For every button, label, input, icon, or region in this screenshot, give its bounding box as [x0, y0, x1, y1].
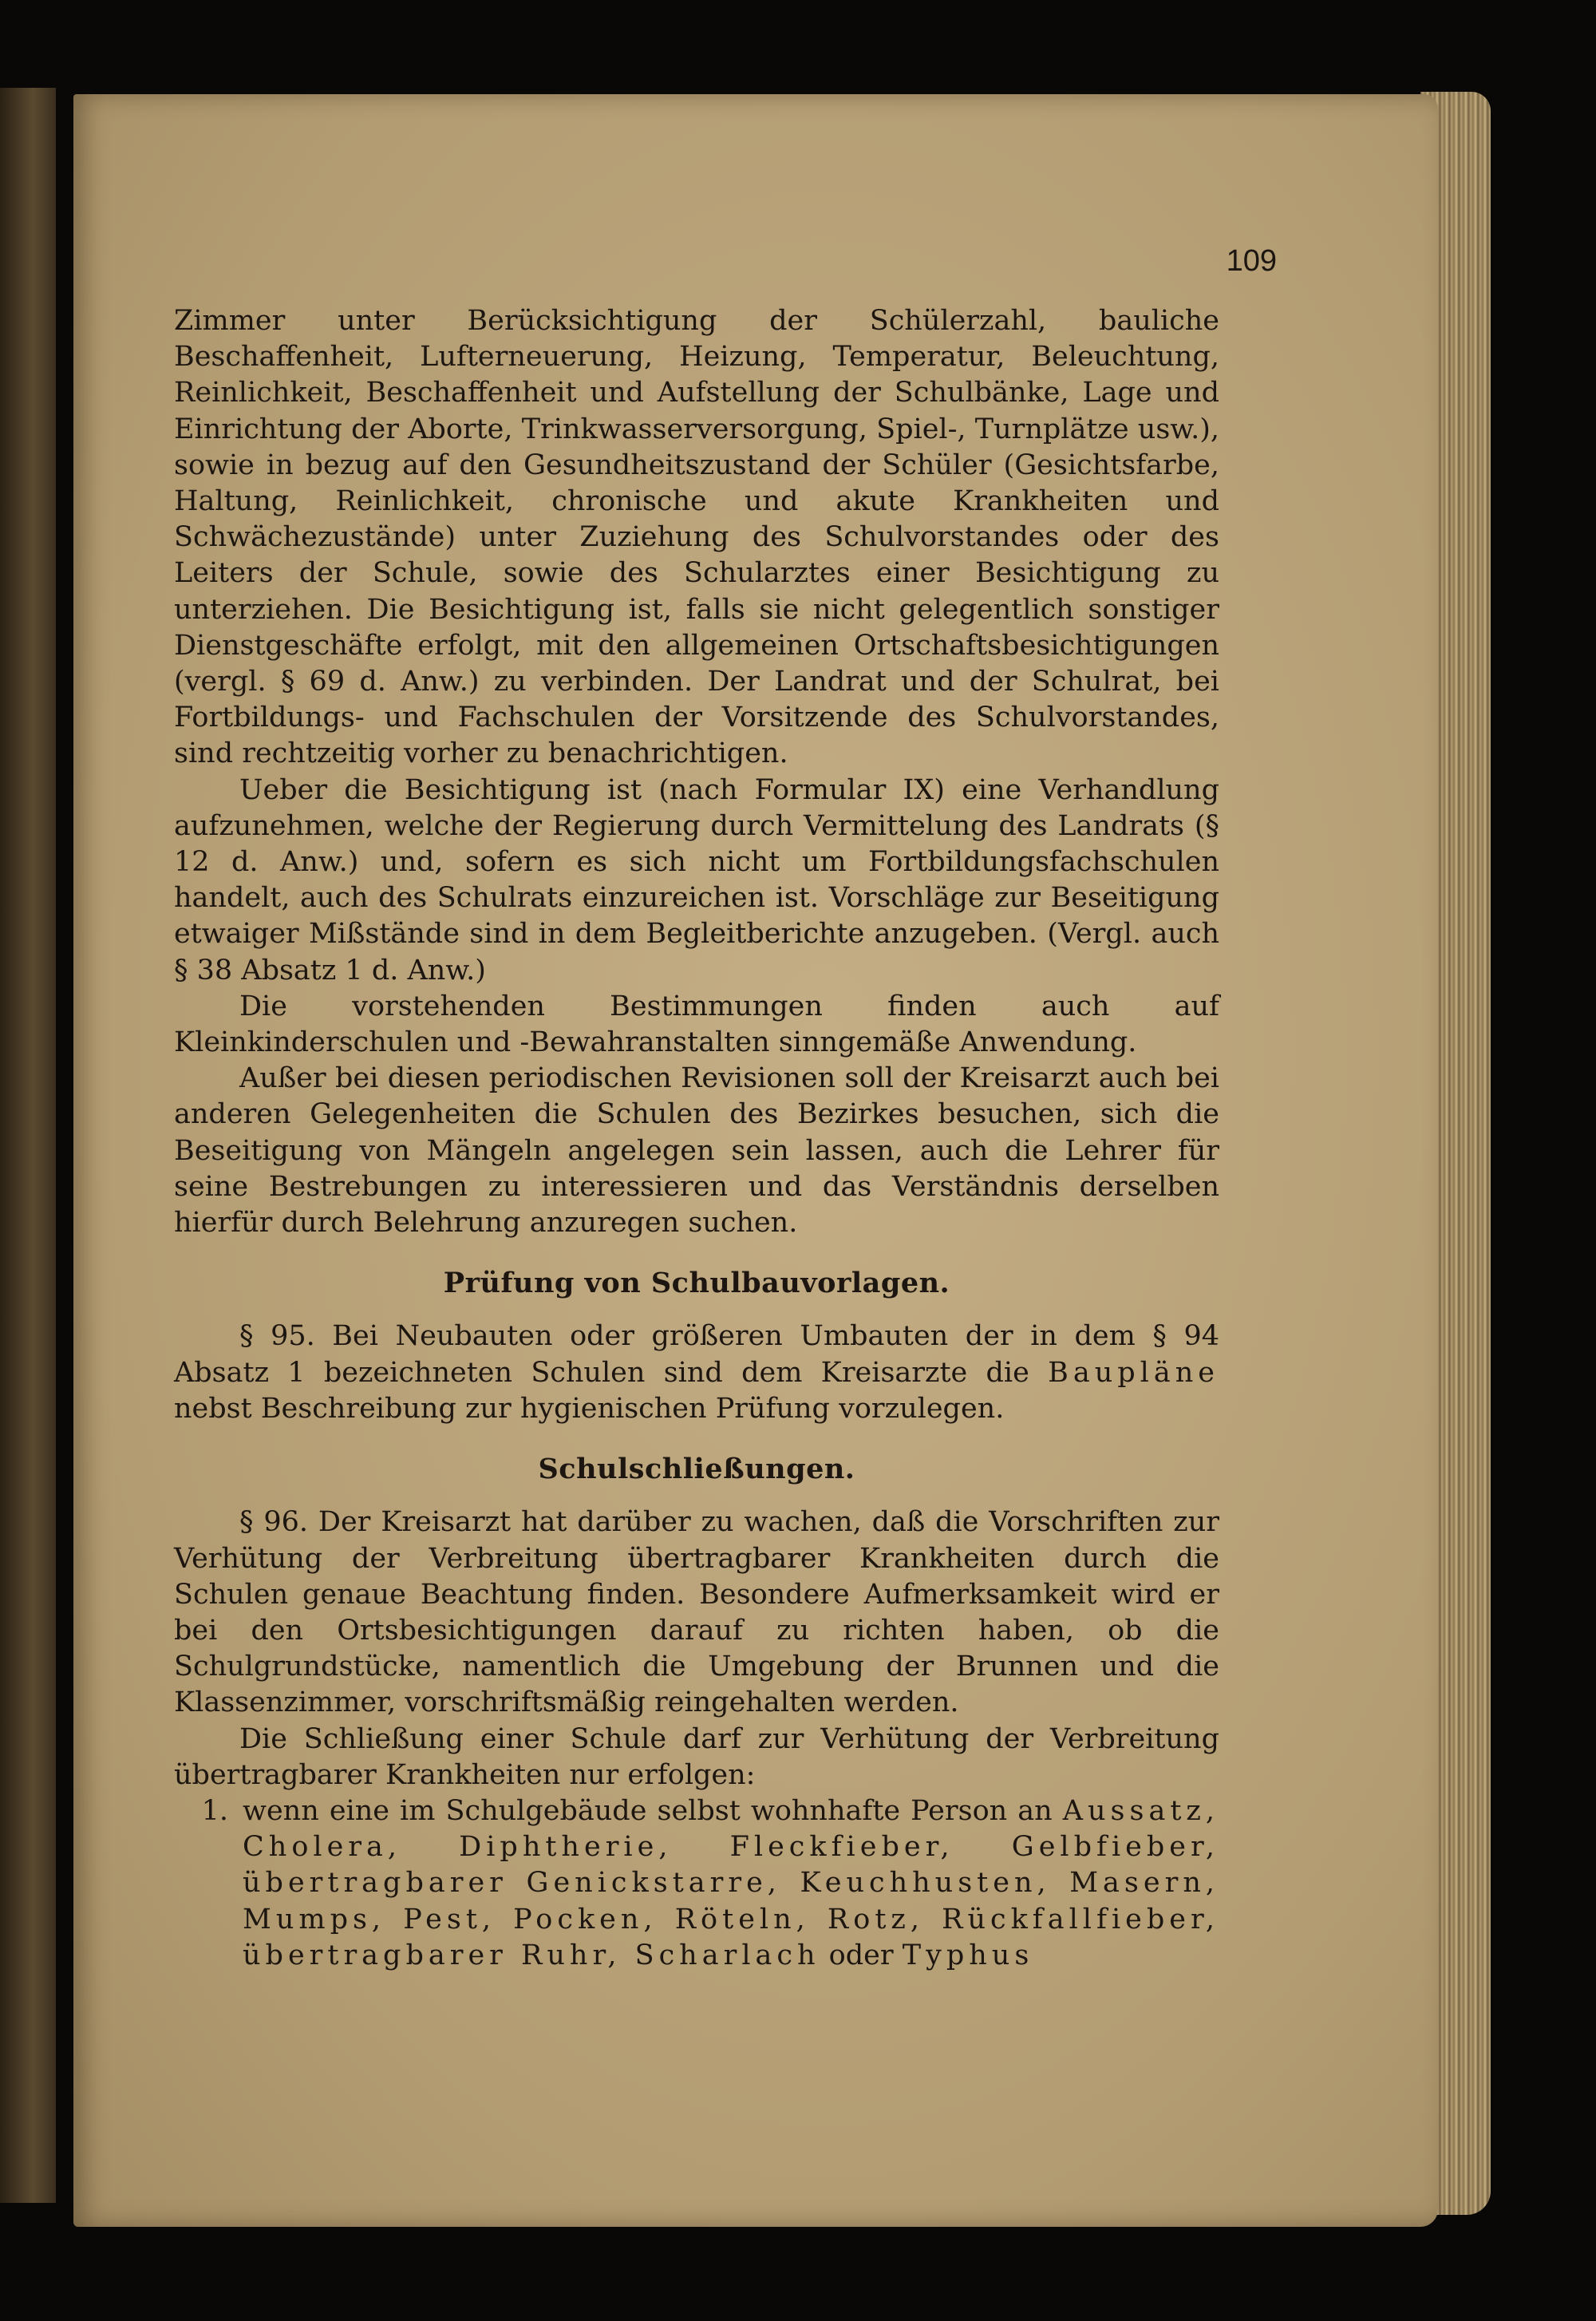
- paragraph-revisionen: Außer bei diesen periodischen Revisionen soll der Kreisarzt auch bei anderen Gelegenheiten die Schulen des Bezirkes besuchen, sich die Beseitigung von Mängeln angelegen sein lassen, auch die Lehrer für seine Bestrebungen zu interessieren und das Verständnis derselben hierfür durch Belehrung anzuregen suchen.: [174, 1062, 1219, 1240]
- condition-list: [174, 1793, 1219, 1974]
- list-item-number: 1.: [201, 1794, 228, 1827]
- section-95-emphasis: Baupläne: [1048, 1356, 1219, 1389]
- list-item-conjunction: oder: [828, 1939, 894, 1971]
- section-95-lead: § 95. Bei Neubauten oder größeren Umbauten der in dem § 94 Absatz 1 bezeichneten Schulen sind dem Kreisarzte die: [174, 1320, 1219, 1389]
- section-95: [174, 1319, 1219, 1427]
- section-96: § 96. Der Kreisarzt hat darüber zu wachen, daß die Vorschriften zur Verhütung der Verbreitung übertragbarer Krankheiten durch die Schulen genaue Beachtung finden. Besondere Aufmerksamkeit wird er bei den Ortsbesichtigungen darauf zu richten haben, ob die Schulgrundstücke, namentlich die Umgebung der Brunnen und die Klassenzimmer, vorschriftsmäßig reingehalten werden.: [174, 1506, 1219, 1719]
- page-number: 109: [1226, 244, 1277, 278]
- heading-schulschliessungen: Schulschließungen.: [538, 1453, 855, 1486]
- left-page-edge: [0, 88, 56, 2203]
- section-96-paragraph-2: Die Schließung einer Schule darf zur Verhütung der Verbreitung übertragbarer Krankheiten nur erfolgen:: [174, 1722, 1219, 1791]
- list-item: [174, 1793, 1219, 1974]
- list-item-text: [243, 1793, 1219, 1974]
- list-item-diseases: Aussatz, Cholera, Diphtherie, Fleckfieber, Gelbfieber, übertragbarer Genickstarre, Keuchhusten, Masern, Mumps, Pest, Pocken, Röteln, Rotz, Rückfallfieber, übertragbarer Ruhr, Scharlach: [243, 1794, 1219, 1971]
- section-95-tail: nebst Beschreibung zur hygienischen Prüfung vorzulegen.: [174, 1392, 1005, 1425]
- list-item-typhus: Typhus: [902, 1939, 1034, 1971]
- paragraph-continuation: Zimmer unter Berücksichtigung der Schülerzahl, bauliche Beschaffenheit, Lufterneuerung, Heizung, Temperatur, Beleuchtung, Reinlichkeit, Beschaffenheit und Aufstellung der Schulbänke, Lage und Einrichtung der Aborte, Trinkwasserversorgung, Spiel-, Turnplätze usw.), sowie in bezug auf den Gesundheitszustand der Schüler (Gesichtsfarbe, Haltung, Reinlichkeit, chronische und akute Krankheiten und Schwächezustände) unter Zuziehung des Schulvorstandes oder des Leiters der Schule, sowie des Schularztes einer Besichtigung zu unterziehen. Die Besichtigung ist, falls sie nicht gelegentlich sonstiger Dienstgeschäfte erfolgt, mit den allgemeinen Ortschaftsbesichtigungen (vergl. § 69 d. Anw.) zu verbinden. Der Landrat und der Schulrat, bei Fortbildungs- und Fachschulen der Vorsitzende des Schulvorstandes, sind rechtzeitig vorher zu benachrichtigen.: [174, 305, 1219, 770]
- list-item-lead: wenn eine im Schulgebäude selbst wohnhafte Person an: [243, 1794, 1053, 1827]
- page-body: [174, 303, 1219, 1974]
- heading-schulbauvorlagen: Prüfung von Schulbauvorlagen.: [443, 1267, 950, 1300]
- paragraph-kleinkinderschulen: Die vorstehenden Bestimmungen finden auch auf Kleinkinderschulen und -Bewahranstalten sinngemäße Anwendung.: [174, 990, 1219, 1059]
- paragraph-verhandlung: Ueber die Besichtigung ist (nach Formular IX) eine Verhandlung aufzunehmen, welche der Regierung durch Vermittelung des Landrats (§ 12 d. Anw.) und, sofern es sich nicht um Fortbildungsfachschulen handelt, auch des Schulrats einzureichen ist. Vorschläge zur Beseitigung etwaiger Mißstände sind in dem Begleitberichte anzugeben. (Vergl. auch § 38 Absatz 1 d. Anw.): [174, 773, 1219, 987]
